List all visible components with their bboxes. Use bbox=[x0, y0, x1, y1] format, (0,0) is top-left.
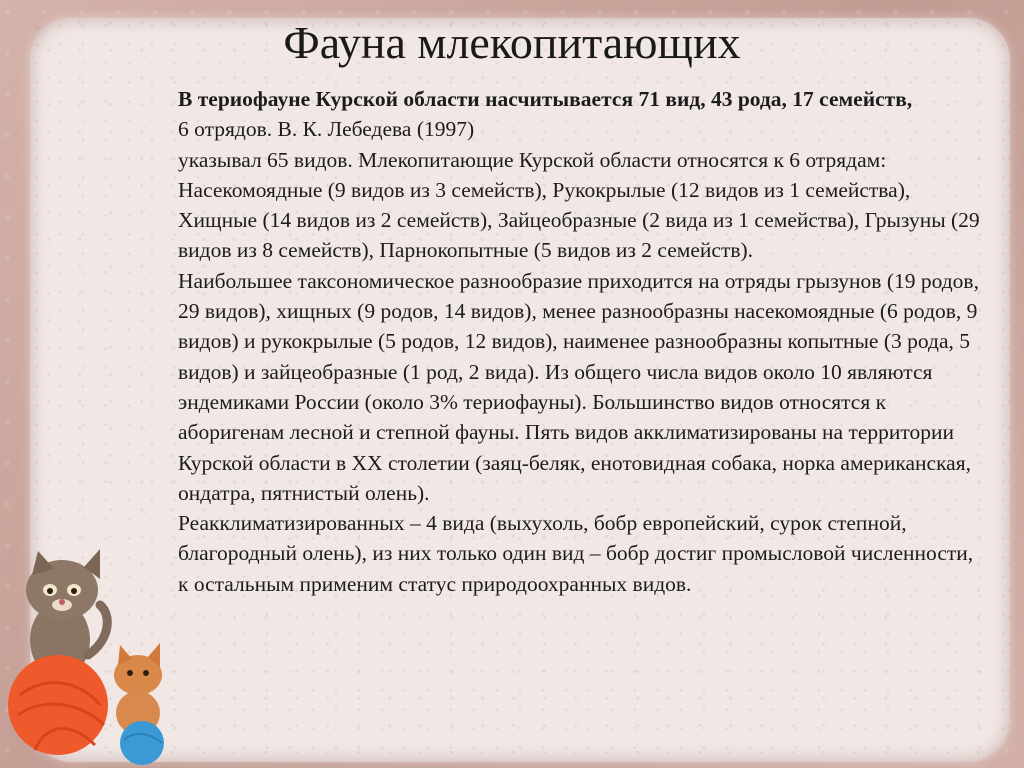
body-line-2: указывал 65 видов. Млекопитающие Курской области относятся к 6 отрядам: Насекомоядные (9 видов из 3 семейств), Рукокрылые (12 видов из 1 семейства), Хищные (14 видов из 2 семейств), Зайцеобразные (2 вида из 1 семейства), Грызуны (29 видов из 8 семейств), Парнокопытные (5 видов из 2 семейств). bbox=[178, 147, 980, 263]
slide-title: Фауна млекопитающих bbox=[283, 17, 741, 68]
lead-paragraph: В териофауне Курской области насчитывается 71 вид, 43 рода, 17 семейств, bbox=[178, 87, 913, 111]
slide-body bbox=[178, 84, 988, 599]
body-line-5: благородный олень), из них только один вид – бобр достиг промысловой численности, к остальным применим статус природоохранных видов. bbox=[178, 541, 974, 596]
body-line-1: 6 отрядов. В. К. Лебедева (1997) bbox=[178, 117, 475, 142]
cats-with-yarn-icon bbox=[0, 545, 180, 768]
body-line-3: Наибольшее таксономическое разнообразие приходится на отряды грызунов (19 родов, 29 видов), хищных (9 родов, 14 видов), менее разнообразны насекомоядные (6 родов, 9 видов) и рукокрылые (5 родов, 12 видов), наименее разнообразны копытные (3 рода, 5 видов) и зайцеобразные (1 род, 2 вида). Из общего числа видов около 10 являются эндемиками России (около 3% териофауны). Большинство видов относятся к аборигенам лесной и степной фауны. Пять видов акклиматизированы на территории Курской области в XX столетии (заяц-беляк, енотовидная собака, норка американская, ондатра, пятнистый олень). bbox=[178, 268, 979, 505]
body-line-4: Реакклиматизированных – 4 вида (выхухоль, бобр европейский, сурок степной, bbox=[178, 511, 907, 536]
